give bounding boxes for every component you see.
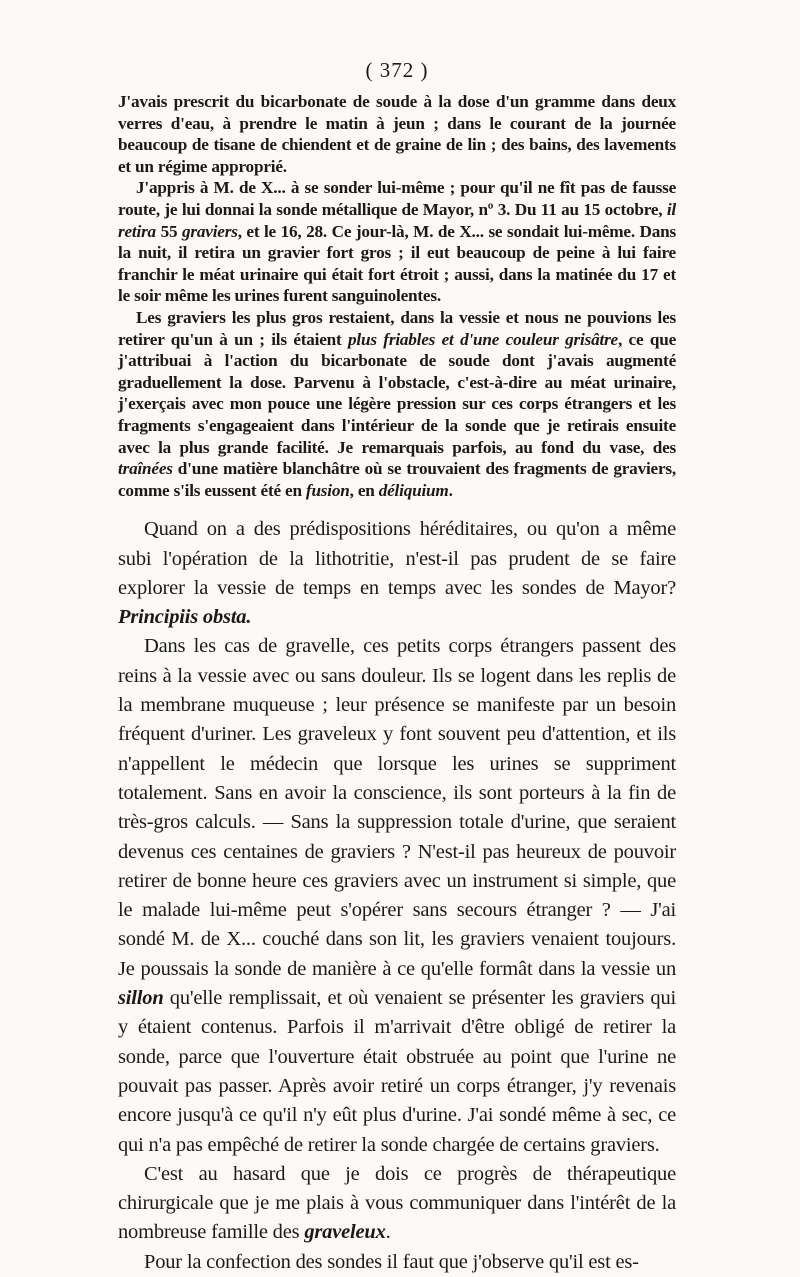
italic-run: graviers (182, 221, 238, 241)
italic-run: fusion (305, 480, 350, 500)
italic-run: déliquium (378, 480, 449, 500)
italic-run: il retira (118, 199, 676, 241)
text-run: J'avais prescrit du bicarbonate de soude à la dose d'un gramme dans deux verres d'eau, à prendre le matin à jeun ; dans le courant de la journée beaucoup de tisane de chiendent et de graine de lin ; des bains, des lavements et un régime approprié. (118, 92, 676, 176)
text-run: . (448, 480, 453, 500)
italic-run: plus friables et d'une couleur grisâtre (348, 329, 618, 349)
text-run: Quand on a des prédispositions héréditaires, ou qu'on a même subi l'opération de la lithotritie, n'est-il pas prudent de se faire explorer la vessie de temps en temps avec les sondes de Mayor? (118, 518, 676, 599)
paragraph (118, 1160, 676, 1248)
paragraph (118, 177, 676, 307)
text-run: Dans les cas de gravelle, ces petits corps étrangers passent des reins à la vessie avec ou sans douleur. Ils se logent dans les replis de la membrane muqueuse ; leur présence se manifeste par un besoin fréquent d'uriner. Les graveleux y font souvent peu d'attention, et ils n'appellent le médecin que lorsque les urines se suppriment totalement. Sans en avoir la conscience, ils sont porteurs à la fin de très-gros calculs. — Sans la suppression totale d'urine, que seraient devenus ces centaines de graviers ? N'est-il pas heureux de pouvoir retirer de bonne heure ces graviers avec un instrument si simple, que le malade lui-même peut s'opérer sans secours étranger ? — J'ai sondé M. de X... couché dans son lit, les graviers venaient toujours. Je poussais la sonde de manière à ce qu'elle formât dans la vessie un (118, 635, 676, 980)
text-run: . (385, 1221, 391, 1244)
paragraph (118, 632, 676, 1159)
text-run: qu'elle remplissait, et où venaient se présenter les graviers qui y étaient contenus. Parfois il m'arrivait d'être obligé de retirer la sonde, parce que l'ouverture était obstruée au point que l'urine ne pouvait pas passer. Après avoir retiré un corps étranger, j'y revenais encore jusqu'à ce qu'il n'y eût plus d'urine. J'ai sondé même à sec, ce qui n'a pas empêché de retirer la sonde chargée de certains graviers. (118, 987, 676, 1156)
text-run: d'une matière blanchâtre où se trouvaient des fragments de graviers, comme s'ils eussent été en (118, 459, 676, 500)
emphasis-run: sillon (118, 987, 164, 1010)
italic-run: traînées (118, 459, 173, 479)
small-print-section (118, 91, 676, 501)
emphasis-run: Principiis obsta. (118, 606, 252, 629)
paragraph (118, 91, 676, 177)
text-run: Les graviers les plus gros restaient, dans la vessie et nous ne pouvions les retirer qu'un à un ; ils étaient (118, 307, 676, 349)
text-run: C'est au hasard que je dois ce progrès de thérapeutique chirurgicale que je me plais à vous communiquer dans l'intérêt de la nombreuse famille des (118, 1162, 676, 1244)
paragraph (118, 307, 676, 501)
main-text-section (118, 515, 676, 1277)
paragraph (118, 1248, 676, 1277)
text-run: , ce que j'attribuai à l'action du bicarbonate de soude dont j'avais augmenté graduellement la dose. Parvenu à l'obstacle, c'est-à-dire au méat urinaire, j'exerçais avec mon pouce une légère pression sur ces corps étrangers et les fragments s'engageaient dans l'intérieur de la sonde que je retirais ensuite avec la plus grande facilité. Je remarquais parfois, au fond du vase, des (118, 329, 676, 457)
text-run: J'appris à M. de X... à se sonder lui-même ; pour qu'il ne fît pas de fausse route, je lui donnai la sonde métallique de Mayor, nº 3. Du 11 au 15 octobre, (118, 178, 676, 219)
text-run: , et le 16, 28. Ce jour-là, M. de X... se sondait lui-même. Dans la nuit, il retira un gravier fort gros ; il eut beaucoup de peine à lui faire franchir le méat urinaire qui était fort étroit ; aussi, dans la matinée du 17 et le soir même les urines furent sanguinolentes. (118, 221, 676, 306)
page-number: ( 372 ) (365, 58, 429, 82)
text-run: 55 (155, 221, 182, 241)
paragraph (118, 515, 676, 632)
text-run: Pour la confection des sondes il faut que j'observe qu'il est es- (144, 1250, 639, 1273)
text-run: , en (349, 480, 379, 500)
emphasis-run: graveleux (304, 1221, 386, 1244)
